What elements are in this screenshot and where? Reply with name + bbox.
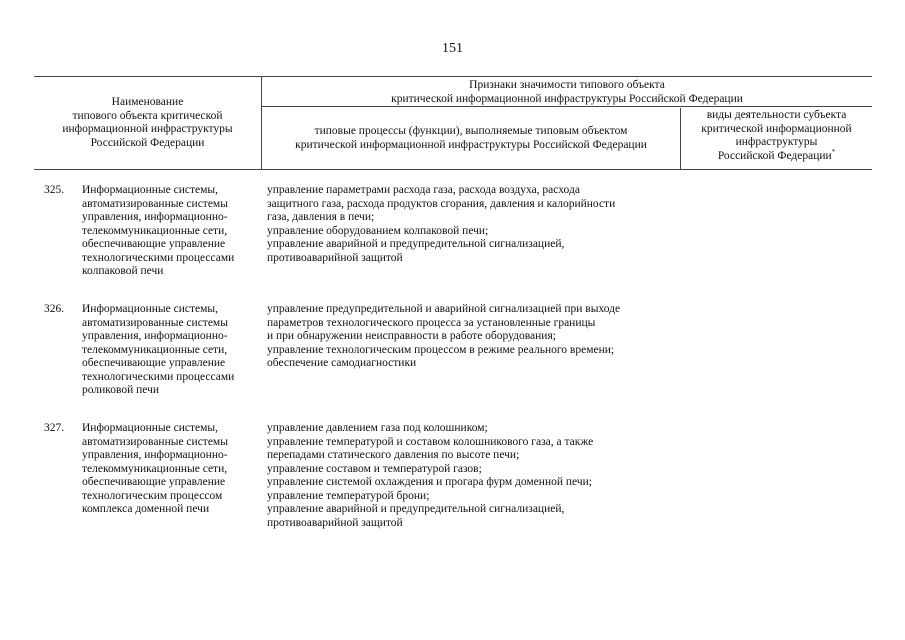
header-significance-title: Признаки значимости типового объекта критической информационной инфраструктуры Российской Федерации <box>262 77 872 107</box>
header-typical-processes: типовые процессы (функции), выполняемые типовым объектом критической информационной инфраструктуры Российской Федерации <box>262 108 681 169</box>
row-object-name: Информационные системы, автоматизированные системы управления, информационно- телекоммуникационные сети, обеспечивающие управление технологическими процессами роликовой печи <box>82 303 235 396</box>
header-significance-group <box>262 77 872 169</box>
row-processes: управление параметрами расхода газа, расхода воздуха, расхода защитного газа, расхода продуктов сгорания, давления и калорийности газа, давления в печи; управление оборудованием колпаковой печи; управление аварийной и предупредительной сигнализацией, противоаварийной защитой <box>267 184 616 264</box>
table-header <box>34 76 872 170</box>
row-number: 327. <box>44 422 65 434</box>
footnote-mark: * <box>831 147 836 156</box>
row-object-name: Информационные системы, автоматизированные системы управления, информационно- телекоммуникационные сети, обеспечивающие управление технологическим процессом комплекса доменной печи <box>82 422 228 515</box>
header-activities-text: виды деятельности субъекта критической информационной инфраструктуры Российской Федерации <box>701 109 852 162</box>
row-processes: управление давлением газа под колошником; управление температурой и составом колошникового газа, а также перепадами статического давления по высоте печи; управление составом и температурой газов; управление системой охлаждения и прогара фурм доменной печи; управление температурой брони; управление аварийной и предупредительной сигнализацией, противоаварийной защитой <box>267 422 594 529</box>
row-number: 325. <box>44 184 65 196</box>
header-activities <box>681 108 872 169</box>
header-object-name: Наименование типового объекта критической информационной инфраструктуры Российской Федерации <box>34 77 262 169</box>
page-number: 151 <box>442 41 463 56</box>
row-object-name: Информационные системы, автоматизированные системы управления, информационно- телекоммуникационные сети, обеспечивающие управление технологическими процессами колпаковой печи <box>82 184 235 277</box>
row-number: 326. <box>44 303 65 315</box>
row-processes: управление предупредительной и аварийной сигнализацией при выходе параметров технологического процесса за установленные границы и при обнаружении неисправности в работе оборудования; управление технологическим процессом в режиме реального времени; обеспечение самодиагностики <box>267 303 621 369</box>
